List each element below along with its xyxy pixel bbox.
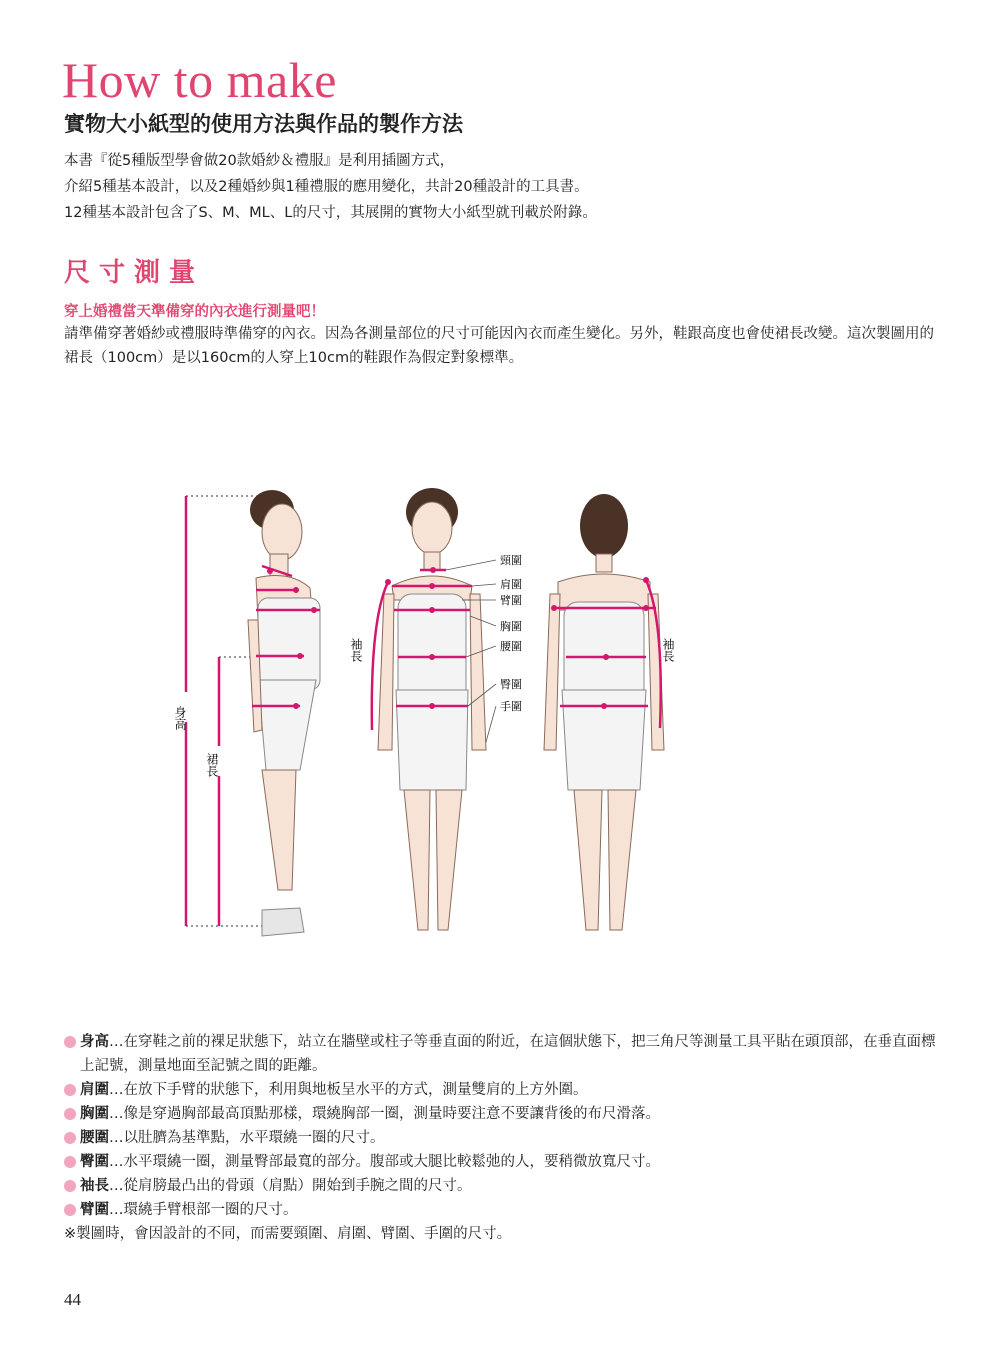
- height-ruler: [170, 496, 262, 926]
- intro-block: [64, 148, 944, 226]
- section-title: 尺寸測量: [64, 258, 205, 288]
- hip-label: 臀圍: [500, 678, 522, 691]
- sleeve-length-back-label: 袖長: [661, 638, 675, 662]
- bullet-dot-icon: [64, 1180, 76, 1192]
- bullet-dot-icon: [64, 1084, 76, 1096]
- page-title: How to make: [62, 52, 337, 108]
- figure-back-view: [544, 494, 682, 930]
- bullet-dot-icon: [64, 1156, 76, 1168]
- bullet-dot-icon: [64, 1132, 76, 1144]
- list-item: 臂圍…環繞手臂根部一圈的尺寸。: [64, 1198, 944, 1222]
- height-label: 身高: [173, 706, 187, 730]
- list-item: 胸圍…像是穿過胸部最高頂點那樣，環繞胸部一圈，測量時要注意不要讓背後的布尺滑落。: [64, 1102, 944, 1126]
- bust-label: 胸圍: [500, 620, 522, 633]
- bullet-dot-icon: [64, 1108, 76, 1120]
- waist-label: 腰圍: [500, 640, 522, 653]
- list-item: 身高…在穿鞋之前的裸足狀態下，站立在牆壁或柱子等垂直面的附近，在這個狀態下，把三角尺等測量工具平貼在頭頂部，在垂直面標上記號，測量地面至記號之間的距離。: [64, 1030, 944, 1078]
- list-item: 袖長…從肩膀最凸出的骨頭（肩點）開始到手腕之間的尺寸。: [64, 1174, 944, 1198]
- list-item: 臀圍…水平環繞一圈，測量臀部最寬的部分。腹部或大腿比較鬆弛的人，要稍微放寬尺寸。: [64, 1150, 944, 1174]
- section-lead: 穿上婚禮當天準備穿的內衣進行測量吧！: [64, 304, 325, 320]
- figure-front-view: [349, 488, 522, 930]
- note-text: ※製圖時，會因設計的不同，而需要頸圍、肩圍、臂圍、手圍的尺寸。: [64, 1226, 512, 1242]
- intro-line: 本書『從5種版型學會做20款婚紗＆禮服』是利用插圖方式，: [64, 153, 455, 169]
- page-subtitle: 實物大小紙型的使用方法與作品的製作方法: [64, 112, 463, 136]
- measurement-list: [64, 1030, 944, 1246]
- intro-line: 介紹5種基本設計，以及2種婚紗與1種禮服的應用變化，共計20種設計的工具書。: [64, 179, 589, 195]
- neck-label: 頸圍: [500, 554, 522, 567]
- intro-line: 12種基本設計包含了S、M、ML、L的尺寸，其展開的實物大小紙型就刊載於附錄。: [64, 205, 597, 221]
- section-paragraph: 請準備穿著婚紗或禮服時準備穿的內衣。因為各測量部位的尺寸可能因內衣而產生變化。另外，鞋跟高度也會使裙長改變。這次製圖用的裙長（100cm）是以160cm的人穿上10cm的鞋跟作為假定對象標準。: [64, 326, 934, 366]
- measurement-figure-svg: [0, 470, 1000, 970]
- list-item: 肩圍…在放下手臂的狀態下，利用與地板呈水平的方式，測量雙肩的上方外圍。: [64, 1078, 944, 1102]
- list-item: 腰圍…以肚臍為基準點，水平環繞一圈的尺寸。: [64, 1126, 944, 1150]
- armhole-label: 臂圍: [500, 594, 522, 607]
- skirt-length-label: 裙長: [205, 753, 219, 777]
- bullet-dot-icon: [64, 1204, 76, 1216]
- measurement-illustration: [0, 470, 1000, 970]
- bullet-dot-icon: [64, 1036, 76, 1048]
- sleeve-length-front-label: 袖長: [349, 638, 363, 662]
- shoulder-label: 肩圍: [500, 578, 522, 591]
- wrist-label: 手圍: [500, 700, 522, 713]
- page-number: 44: [64, 1290, 81, 1309]
- figure-side-view: [248, 490, 320, 936]
